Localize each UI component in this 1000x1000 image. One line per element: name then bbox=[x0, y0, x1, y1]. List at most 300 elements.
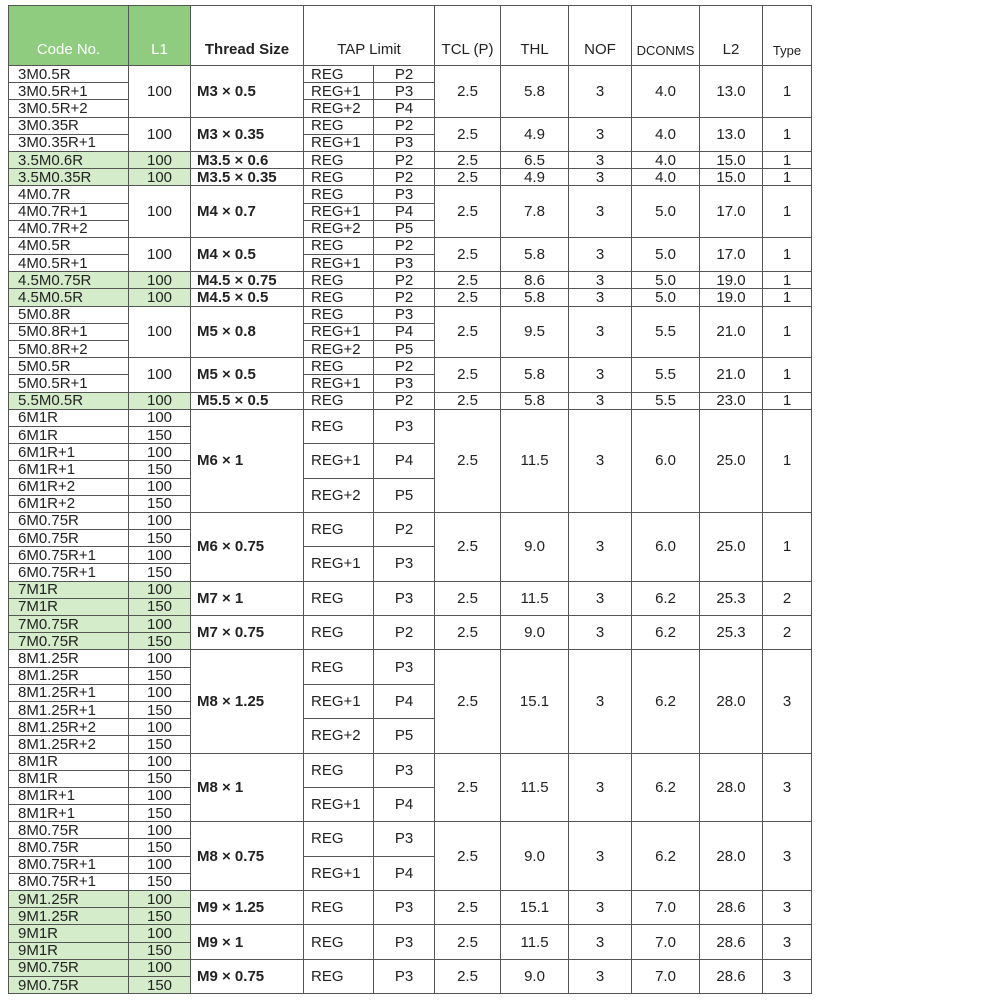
l1-cell: 150 bbox=[129, 736, 191, 753]
thl-cell: 4.9 bbox=[501, 169, 569, 186]
l1-cell: 100 bbox=[129, 117, 191, 151]
nof-cell: 3 bbox=[569, 186, 632, 238]
tap-limit-cell: REG+1 bbox=[304, 547, 374, 581]
l2-cell: 23.0 bbox=[700, 392, 763, 409]
l2-cell: 15.0 bbox=[700, 151, 763, 168]
tap-limit-cell: REG+1 bbox=[304, 787, 374, 821]
dconms-cell: 6.2 bbox=[632, 616, 700, 650]
code-no-cell: 8M1R+1 bbox=[9, 805, 129, 822]
tcl-cell: 2.5 bbox=[435, 392, 501, 409]
l1-cell: 150 bbox=[129, 598, 191, 615]
tcl-cell: 2.5 bbox=[435, 272, 501, 289]
l1-cell: 100 bbox=[129, 306, 191, 358]
code-no-cell: 3M0.5R bbox=[9, 66, 129, 83]
type-cell: 1 bbox=[763, 117, 812, 151]
code-no-cell: 8M0.75R+1 bbox=[9, 873, 129, 890]
code-no-cell: 6M1R+2 bbox=[9, 495, 129, 512]
tap-limit-cell: REG+2 bbox=[304, 100, 374, 117]
tap-limit-cell: REG bbox=[304, 237, 374, 254]
thl-cell: 4.9 bbox=[501, 117, 569, 151]
tap-limit-cell: REG bbox=[304, 169, 374, 186]
pitch-class-cell: P2 bbox=[374, 272, 435, 289]
pitch-class-cell: P2 bbox=[374, 237, 435, 254]
type-cell: 1 bbox=[763, 306, 812, 358]
thl-cell: 11.5 bbox=[501, 409, 569, 512]
l1-cell: 100 bbox=[129, 787, 191, 804]
l1-cell: 150 bbox=[129, 495, 191, 512]
table-row bbox=[9, 925, 812, 942]
code-no-cell: 8M1.25R+2 bbox=[9, 736, 129, 753]
tap-spec-table bbox=[8, 5, 812, 994]
dconms-cell: 7.0 bbox=[632, 959, 700, 993]
tap-limit-cell: REG bbox=[304, 925, 374, 959]
l1-cell: 150 bbox=[129, 976, 191, 993]
pitch-class-cell: P5 bbox=[374, 719, 435, 753]
dconms-cell: 4.0 bbox=[632, 169, 700, 186]
l1-cell: 100 bbox=[129, 409, 191, 426]
code-no-cell: 4.5M0.75R bbox=[9, 272, 129, 289]
tap-limit-cell: REG+2 bbox=[304, 719, 374, 753]
l1-cell: 100 bbox=[129, 151, 191, 168]
thl-cell: 5.8 bbox=[501, 392, 569, 409]
dconms-cell: 5.5 bbox=[632, 306, 700, 358]
type-cell: 1 bbox=[763, 237, 812, 271]
thl-cell: 5.8 bbox=[501, 289, 569, 306]
code-no-cell: 6M0.75R+1 bbox=[9, 547, 129, 564]
tap-limit-cell: REG+1 bbox=[304, 134, 374, 151]
thread-size-cell: M5.5 × 0.5 bbox=[191, 392, 304, 409]
type-cell: 1 bbox=[763, 512, 812, 581]
nof-cell: 3 bbox=[569, 409, 632, 512]
thl-cell: 9.0 bbox=[501, 616, 569, 650]
thl-cell: 5.8 bbox=[501, 237, 569, 271]
dconms-cell: 4.0 bbox=[632, 66, 700, 118]
nof-cell: 3 bbox=[569, 650, 632, 753]
tap-limit-cell: REG+1 bbox=[304, 203, 374, 220]
l1-cell: 100 bbox=[129, 66, 191, 118]
pitch-class-cell: P2 bbox=[374, 151, 435, 168]
dconms-cell: 5.0 bbox=[632, 186, 700, 238]
table-row bbox=[9, 66, 812, 83]
l2-cell: 21.0 bbox=[700, 306, 763, 358]
tcl-cell: 2.5 bbox=[435, 581, 501, 615]
l2-cell: 28.6 bbox=[700, 959, 763, 993]
nof-cell: 3 bbox=[569, 512, 632, 581]
code-no-cell: 8M0.75R bbox=[9, 839, 129, 856]
nof-cell: 3 bbox=[569, 616, 632, 650]
table-row bbox=[9, 581, 812, 598]
pitch-class-cell: P2 bbox=[374, 169, 435, 186]
code-no-cell: 9M0.75R bbox=[9, 976, 129, 993]
type-cell: 1 bbox=[763, 66, 812, 118]
l1-cell: 100 bbox=[129, 358, 191, 392]
l1-cell: 150 bbox=[129, 873, 191, 890]
type-cell: 1 bbox=[763, 186, 812, 238]
l2-cell: 13.0 bbox=[700, 66, 763, 118]
code-no-cell: 5M0.8R bbox=[9, 306, 129, 323]
code-no-cell: 3M0.35R+1 bbox=[9, 134, 129, 151]
dconms-cell: 7.0 bbox=[632, 891, 700, 925]
code-no-cell: 4M0.5R+1 bbox=[9, 255, 129, 272]
l2-cell: 25.3 bbox=[700, 581, 763, 615]
l1-cell: 150 bbox=[129, 701, 191, 718]
tcl-cell: 2.5 bbox=[435, 616, 501, 650]
l2-cell: 19.0 bbox=[700, 289, 763, 306]
code-no-cell: 9M1.25R bbox=[9, 891, 129, 908]
thread-size-cell: M7 × 1 bbox=[191, 581, 304, 615]
l2-cell: 21.0 bbox=[700, 358, 763, 392]
pitch-class-cell: P4 bbox=[374, 684, 435, 718]
l1-cell: 100 bbox=[129, 186, 191, 238]
type-cell: 3 bbox=[763, 822, 812, 891]
type-cell: 1 bbox=[763, 272, 812, 289]
pitch-class-cell: P3 bbox=[374, 255, 435, 272]
tcl-cell: 2.5 bbox=[435, 891, 501, 925]
l1-cell: 100 bbox=[129, 753, 191, 770]
table-row bbox=[9, 151, 812, 168]
dconms-cell: 4.0 bbox=[632, 117, 700, 151]
thread-size-cell: M6 × 1 bbox=[191, 409, 304, 512]
table-row bbox=[9, 237, 812, 254]
pitch-class-cell: P3 bbox=[374, 753, 435, 787]
tap-limit-cell: REG bbox=[304, 117, 374, 134]
thread-size-cell: M9 × 1 bbox=[191, 925, 304, 959]
tcl-cell: 2.5 bbox=[435, 753, 501, 822]
table-row bbox=[9, 392, 812, 409]
table-row bbox=[9, 891, 812, 908]
pitch-class-cell: P5 bbox=[374, 341, 435, 358]
nof-cell: 3 bbox=[569, 959, 632, 993]
tap-limit-cell: REG+1 bbox=[304, 684, 374, 718]
pitch-class-cell: P3 bbox=[374, 186, 435, 203]
l2-cell: 25.0 bbox=[700, 512, 763, 581]
code-no-cell: 5.5M0.5R bbox=[9, 392, 129, 409]
thl-cell: 9.0 bbox=[501, 959, 569, 993]
tcl-cell: 2.5 bbox=[435, 409, 501, 512]
type-cell: 3 bbox=[763, 959, 812, 993]
tap-limit-cell: REG bbox=[304, 289, 374, 306]
l1-cell: 100 bbox=[129, 512, 191, 529]
table-row bbox=[9, 616, 812, 633]
tcl-cell: 2.5 bbox=[435, 186, 501, 238]
nof-cell: 3 bbox=[569, 358, 632, 392]
code-no-cell: 7M1R bbox=[9, 581, 129, 598]
pitch-class-cell: P4 bbox=[374, 787, 435, 821]
type-cell: 3 bbox=[763, 891, 812, 925]
pitch-class-cell: P3 bbox=[374, 925, 435, 959]
table-row bbox=[9, 289, 812, 306]
thread-size-cell: M8 × 1.25 bbox=[191, 650, 304, 753]
type-cell: 3 bbox=[763, 925, 812, 959]
l1-cell: 150 bbox=[129, 564, 191, 581]
l1-cell: 150 bbox=[129, 908, 191, 925]
tcl-cell: 2.5 bbox=[435, 650, 501, 753]
l2-cell: 28.6 bbox=[700, 925, 763, 959]
table-row bbox=[9, 117, 812, 134]
thread-size-cell: M5 × 0.8 bbox=[191, 306, 304, 358]
thread-size-cell: M3 × 0.5 bbox=[191, 66, 304, 118]
l1-cell: 100 bbox=[129, 392, 191, 409]
code-no-cell: 7M0.75R bbox=[9, 616, 129, 633]
type-cell: 2 bbox=[763, 616, 812, 650]
tap-limit-cell: REG bbox=[304, 616, 374, 650]
pitch-class-cell: P2 bbox=[374, 117, 435, 134]
code-no-cell: 5M0.8R+2 bbox=[9, 341, 129, 358]
tap-limit-cell: REG bbox=[304, 650, 374, 684]
header-thread-size: Thread Size bbox=[191, 6, 304, 66]
code-no-cell: 9M0.75R bbox=[9, 959, 129, 976]
code-no-cell: 5M0.5R bbox=[9, 358, 129, 375]
tap-limit-cell: REG bbox=[304, 753, 374, 787]
table-body bbox=[9, 66, 812, 994]
nof-cell: 3 bbox=[569, 151, 632, 168]
dconms-cell: 5.0 bbox=[632, 272, 700, 289]
table-row bbox=[9, 512, 812, 529]
pitch-class-cell: P2 bbox=[374, 392, 435, 409]
l1-cell: 150 bbox=[129, 839, 191, 856]
nof-cell: 3 bbox=[569, 581, 632, 615]
code-no-cell: 8M1.25R+1 bbox=[9, 684, 129, 701]
thl-cell: 11.5 bbox=[501, 581, 569, 615]
l1-cell: 100 bbox=[129, 719, 191, 736]
code-no-cell: 3M0.35R bbox=[9, 117, 129, 134]
l1-cell: 100 bbox=[129, 169, 191, 186]
code-no-cell: 8M1R+1 bbox=[9, 787, 129, 804]
code-no-cell: 9M1R bbox=[9, 942, 129, 959]
code-no-cell: 8M1R bbox=[9, 753, 129, 770]
l2-cell: 28.0 bbox=[700, 822, 763, 891]
thread-size-cell: M5 × 0.5 bbox=[191, 358, 304, 392]
pitch-class-cell: P3 bbox=[374, 134, 435, 151]
code-no-cell: 3.5M0.35R bbox=[9, 169, 129, 186]
code-no-cell: 6M0.75R+1 bbox=[9, 564, 129, 581]
pitch-class-cell: P3 bbox=[374, 822, 435, 856]
type-cell: 1 bbox=[763, 392, 812, 409]
tcl-cell: 2.5 bbox=[435, 151, 501, 168]
tap-limit-cell: REG bbox=[304, 581, 374, 615]
tap-limit-cell: REG bbox=[304, 822, 374, 856]
pitch-class-cell: P4 bbox=[374, 444, 435, 478]
dconms-cell: 5.5 bbox=[632, 392, 700, 409]
nof-cell: 3 bbox=[569, 306, 632, 358]
pitch-class-cell: P4 bbox=[374, 100, 435, 117]
table-row bbox=[9, 272, 812, 289]
code-no-cell: 5M0.5R+1 bbox=[9, 375, 129, 392]
tap-limit-cell: REG bbox=[304, 512, 374, 546]
nof-cell: 3 bbox=[569, 822, 632, 891]
tap-limit-cell: REG+1 bbox=[304, 255, 374, 272]
dconms-cell: 6.2 bbox=[632, 753, 700, 822]
code-no-cell: 6M1R+1 bbox=[9, 444, 129, 461]
table-row bbox=[9, 753, 812, 770]
type-cell: 3 bbox=[763, 650, 812, 753]
tcl-cell: 2.5 bbox=[435, 117, 501, 151]
header-l2: L2 bbox=[700, 6, 763, 66]
l2-cell: 17.0 bbox=[700, 186, 763, 238]
type-cell: 3 bbox=[763, 753, 812, 822]
l1-cell: 100 bbox=[129, 959, 191, 976]
l1-cell: 100 bbox=[129, 925, 191, 942]
pitch-class-cell: P3 bbox=[374, 581, 435, 615]
table-row bbox=[9, 650, 812, 667]
header-tcl: TCL (P) bbox=[435, 6, 501, 66]
code-no-cell: 8M0.75R bbox=[9, 822, 129, 839]
tcl-cell: 2.5 bbox=[435, 169, 501, 186]
type-cell: 2 bbox=[763, 581, 812, 615]
tcl-cell: 2.5 bbox=[435, 512, 501, 581]
thread-size-cell: M4 × 0.5 bbox=[191, 237, 304, 271]
nof-cell: 3 bbox=[569, 272, 632, 289]
l2-cell: 13.0 bbox=[700, 117, 763, 151]
l1-cell: 100 bbox=[129, 237, 191, 271]
tap-limit-cell: REG bbox=[304, 959, 374, 993]
table-row bbox=[9, 306, 812, 323]
dconms-cell: 5.0 bbox=[632, 237, 700, 271]
thl-cell: 9.0 bbox=[501, 822, 569, 891]
code-no-cell: 4M0.7R bbox=[9, 186, 129, 203]
thread-size-cell: M6 × 0.75 bbox=[191, 512, 304, 581]
code-no-cell: 6M0.75R bbox=[9, 512, 129, 529]
l2-cell: 25.0 bbox=[700, 409, 763, 512]
l1-cell: 100 bbox=[129, 650, 191, 667]
l2-cell: 17.0 bbox=[700, 237, 763, 271]
dconms-cell: 6.2 bbox=[632, 581, 700, 615]
l1-cell: 150 bbox=[129, 942, 191, 959]
pitch-class-cell: P3 bbox=[374, 306, 435, 323]
tap-limit-cell: REG+1 bbox=[304, 323, 374, 340]
pitch-class-cell: P5 bbox=[374, 220, 435, 237]
l2-cell: 28.0 bbox=[700, 650, 763, 753]
code-no-cell: 4M0.7R+2 bbox=[9, 220, 129, 237]
tcl-cell: 2.5 bbox=[435, 358, 501, 392]
code-no-cell: 7M1R bbox=[9, 598, 129, 615]
thread-size-cell: M4.5 × 0.75 bbox=[191, 272, 304, 289]
tcl-cell: 2.5 bbox=[435, 959, 501, 993]
thread-size-cell: M3 × 0.35 bbox=[191, 117, 304, 151]
pitch-class-cell: P3 bbox=[374, 891, 435, 925]
l1-cell: 150 bbox=[129, 667, 191, 684]
code-no-cell: 8M1.25R bbox=[9, 667, 129, 684]
thl-cell: 9.0 bbox=[501, 512, 569, 581]
l1-cell: 100 bbox=[129, 684, 191, 701]
pitch-class-cell: P5 bbox=[374, 478, 435, 512]
tap-limit-cell: REG bbox=[304, 891, 374, 925]
type-cell: 1 bbox=[763, 358, 812, 392]
thread-size-cell: M3.5 × 0.6 bbox=[191, 151, 304, 168]
thl-cell: 6.5 bbox=[501, 151, 569, 168]
code-no-cell: 9M1R bbox=[9, 925, 129, 942]
thl-cell: 7.8 bbox=[501, 186, 569, 238]
tcl-cell: 2.5 bbox=[435, 306, 501, 358]
l2-cell: 25.3 bbox=[700, 616, 763, 650]
tap-limit-cell: REG bbox=[304, 272, 374, 289]
code-no-cell: 3M0.5R+2 bbox=[9, 100, 129, 117]
tcl-cell: 2.5 bbox=[435, 289, 501, 306]
thread-size-cell: M9 × 0.75 bbox=[191, 959, 304, 993]
thl-cell: 8.6 bbox=[501, 272, 569, 289]
thl-cell: 11.5 bbox=[501, 925, 569, 959]
code-no-cell: 8M1.25R+1 bbox=[9, 701, 129, 718]
l1-cell: 100 bbox=[129, 547, 191, 564]
tcl-cell: 2.5 bbox=[435, 66, 501, 118]
l1-cell: 100 bbox=[129, 891, 191, 908]
code-no-cell: 8M1R bbox=[9, 770, 129, 787]
header-thl: THL bbox=[501, 6, 569, 66]
thl-cell: 5.8 bbox=[501, 66, 569, 118]
tap-limit-cell: REG+2 bbox=[304, 478, 374, 512]
l1-cell: 150 bbox=[129, 461, 191, 478]
header-row bbox=[9, 6, 812, 66]
tap-limit-cell: REG bbox=[304, 151, 374, 168]
dconms-cell: 5.0 bbox=[632, 289, 700, 306]
thread-size-cell: M4.5 × 0.5 bbox=[191, 289, 304, 306]
thread-size-cell: M7 × 0.75 bbox=[191, 616, 304, 650]
header-nof: NOF bbox=[569, 6, 632, 66]
l2-cell: 15.0 bbox=[700, 169, 763, 186]
pitch-class-cell: P4 bbox=[374, 856, 435, 890]
header-code-no: Code No. bbox=[9, 6, 129, 66]
pitch-class-cell: P3 bbox=[374, 83, 435, 100]
code-no-cell: 4M0.7R+1 bbox=[9, 203, 129, 220]
pitch-class-cell: P4 bbox=[374, 323, 435, 340]
code-no-cell: 6M1R+2 bbox=[9, 478, 129, 495]
table-row bbox=[9, 186, 812, 203]
dconms-cell: 6.2 bbox=[632, 822, 700, 891]
dconms-cell: 5.5 bbox=[632, 358, 700, 392]
nof-cell: 3 bbox=[569, 891, 632, 925]
l1-cell: 100 bbox=[129, 289, 191, 306]
code-no-cell: 6M1R+1 bbox=[9, 461, 129, 478]
pitch-class-cell: P4 bbox=[374, 203, 435, 220]
table-header bbox=[9, 6, 812, 66]
code-no-cell: 7M0.75R bbox=[9, 633, 129, 650]
thl-cell: 15.1 bbox=[501, 891, 569, 925]
tcl-cell: 2.5 bbox=[435, 237, 501, 271]
table-row bbox=[9, 169, 812, 186]
l1-cell: 100 bbox=[129, 822, 191, 839]
code-no-cell: 8M1.25R+2 bbox=[9, 719, 129, 736]
code-no-cell: 5M0.8R+1 bbox=[9, 323, 129, 340]
pitch-class-cell: P3 bbox=[374, 959, 435, 993]
pitch-class-cell: P2 bbox=[374, 616, 435, 650]
code-no-cell: 4M0.5R bbox=[9, 237, 129, 254]
l1-cell: 100 bbox=[129, 581, 191, 598]
nof-cell: 3 bbox=[569, 66, 632, 118]
header-dconms: DCONMS bbox=[632, 6, 700, 66]
code-no-cell: 6M1R bbox=[9, 409, 129, 426]
tap-limit-cell: REG bbox=[304, 358, 374, 375]
dconms-cell: 7.0 bbox=[632, 925, 700, 959]
l2-cell: 28.6 bbox=[700, 891, 763, 925]
l1-cell: 150 bbox=[129, 805, 191, 822]
pitch-class-cell: P3 bbox=[374, 547, 435, 581]
nof-cell: 3 bbox=[569, 237, 632, 271]
pitch-class-cell: P3 bbox=[374, 650, 435, 684]
l1-cell: 150 bbox=[129, 770, 191, 787]
nof-cell: 3 bbox=[569, 753, 632, 822]
tap-limit-cell: REG bbox=[304, 392, 374, 409]
tap-limit-cell: REG+1 bbox=[304, 444, 374, 478]
nof-cell: 3 bbox=[569, 392, 632, 409]
dconms-cell: 6.0 bbox=[632, 409, 700, 512]
table-row bbox=[9, 822, 812, 839]
type-cell: 1 bbox=[763, 151, 812, 168]
pitch-class-cell: P2 bbox=[374, 358, 435, 375]
nof-cell: 3 bbox=[569, 289, 632, 306]
code-no-cell: 4.5M0.5R bbox=[9, 289, 129, 306]
tap-limit-cell: REG bbox=[304, 306, 374, 323]
header-type: Type bbox=[763, 6, 812, 66]
